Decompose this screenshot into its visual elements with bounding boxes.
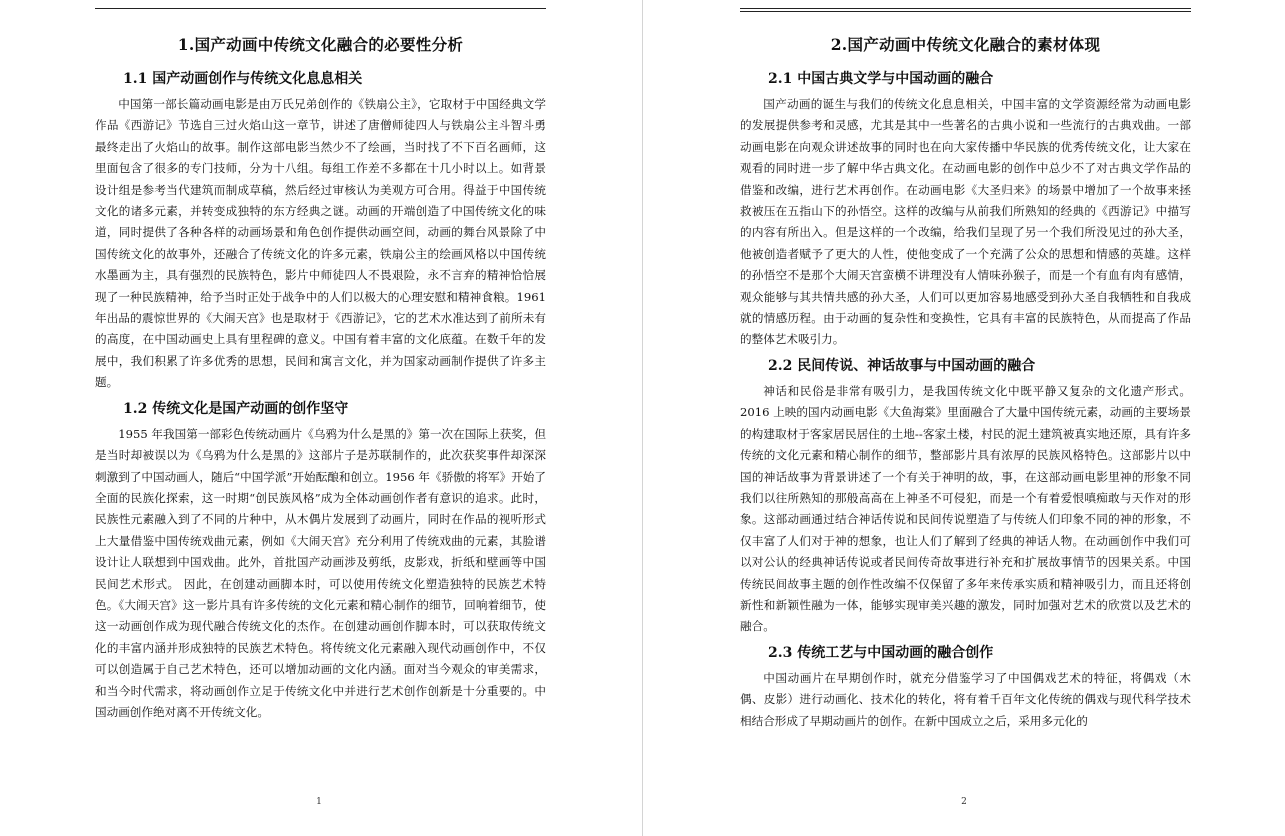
header-rule — [95, 8, 546, 9]
page-content — [95, 30, 546, 727]
section-heading: 1.2 传统文化是国产动画的创作坚守 — [123, 400, 349, 417]
page-number: 2 — [961, 797, 967, 807]
section-heading: 2.2 民间传说、神话故事与中国动画的融合 — [768, 357, 1036, 374]
header-rule — [740, 8, 1191, 9]
body-paragraph: 中国动画片在早期创作时，就充分借鉴学习了中国偶戏艺术的特征，将偶戏（木偶、皮影）进行动画化、技术化的转化，将有着千百年文化传统的偶戏与现代科学技术相结合形成了早期动画片的创作。在新中国成立之后，采用多元化的 — [740, 670, 1191, 728]
body-paragraph: 神话和民俗是非常有吸引力，是我国传统文化中既平静又复杂的文化遗产形式。2016 上映的国内动画电影《大鱼海棠》里面融合了大量中国传统元素，动画的主要场景的构建取材于客家居民居住的土地--客家土楼，村民的泥土建筑被真实地还原，具有许多传统的文化元素和精心制作的细节，整部影片具有浓厚的民族风格特色。这部影片以中国的神话故事为背景讲述了一个有关于神明的故，事，在这部动画电影里神的形象不同我们以往所熟知的那般高高在上神圣不可侵犯，而是一个有着爱恨嗔痴敢与天作对的形象。这部动画通过结合神话传说和民间传说塑造了与传统人们印象不同的神的形象，不仅丰富了人们对于神的想象，也让人们了解到了经典的神话人物。在动画创作中我们可以对公认的经典神话传说或者民间传奇故事进行补充和扩展故事情节的因果关系。中国传统民间故事主题的创作性改编不仅保留了多年来传承实质和精神吸引力，而且还将创新性和新颖性融为一体，能够实现审美兴趣的激发，同时加强对艺术的欣赏以及艺术的融合。 — [740, 383, 1191, 634]
section-heading: 2.3 传统工艺与中国动画的融合创作 — [768, 644, 994, 661]
document-page-1 — [0, 0, 642, 836]
section-heading: 2.1 中国古典文学与中国动画的融合 — [768, 71, 994, 87]
body-paragraph: 国产动画的诞生与我们的传统文化息息相关，中国丰富的文学资源经常为动画电影的发展提供参考和灵感，尤其是其中一些著名的古典小说和一些流行的古典戏曲。一部动画电影在向观众讲述故事的同时也在向大家传播中华民族的优秀传统文化，让大家在观看的同时进一步了解中华古典文化。在动画电影的创作中总少不了对古典文学作品的借鉴和改编，进行艺术再创作。在动画电影《大圣归来》的场景中增加了一个故事来拯救被压在五指山下的孙悟空。这样的改编与从前我们所熟知的经典的《西游记》中描写的内容有所出入。但是这样的一个改编，给我们呈现了另一个我们所没见过的孙大圣，他被创造者赋予了更大的人性，使他变成了一个充满了公众的思想和情感的英雄。这样的孙悟空不是那个大闹天宫蛮横不讲理没有人情味孙猴子，而是一个有血有肉有感情，观众能够与其共情共感的孙大圣，人们可以更加容易地感受到孙大圣自我牺牲和自我成就的情感历程。由于动画的复杂性和变换性，它具有丰富的民族特色，从而提高了作品的整体艺术吸引力。 — [740, 97, 1191, 347]
chapter-title: 2.国产动画中传统文化融合的素材体现 — [830, 35, 1101, 54]
page-content — [740, 30, 1191, 736]
body-paragraph: 中国第一部长篇动画电影是由万氏兄弟创作的《铁扇公主》，它取材于中国经典文学作品《西游记》节选自三过火焰山这一章节，讲述了唐僧师徒四人与铁扇公主斗智斗勇最终走出了火焰山的故事。制作这部电影当然少不了绘画，当时找了不下百名画师，这里面包含了很多的专门技师，分为十八组。每组工作差不多都在十几小时以上。如背景设计组是参考当代建筑而制成草稿，然后经过审核认为美观方可合用。得益于中国传统文化的诸多元素，并转变成独特的东方经典之谜。动画的开端创造了中国传统文化的味道，同时提供了各种各样的动画场景和角色创作提供动画空间，动画的舞台风景除了中国传统文化的故事外，还融合了传统文化的许多元素，铁扇公主的绘画风格以中国传统水墨画为主，具有强烈的民族特色，影片中师徒四人不畏艰险，永不言弃的精神恰恰展现了一种民族精神，给予当时正处于战争中的人们以极大的心理安慰和精神食粮。1961 年出品的震惊世界的《大闹天宫》也是取材于《西游记》，它的艺术水准达到了前所未有的高度，在中国动画史上具有里程碑的意义。中国有着丰富的文化底蕴。在数千年的发展中，我们积累了许多优秀的思想，民间和寓言文化，并为国家动画制作提供了许多主题。 — [95, 97, 546, 390]
body-paragraph: 1955 年我国第一部彩色传统动画片《乌鸦为什么是黑的》第一次在国际上获奖，但是当时却被误以为《乌鸦为什么是黑的》这部片子是苏联制作的，此次获奖事件却深深刺激到了中国动画人，随后“中国学派”开始酝酿和创立。1956 年《骄傲的将军》开始了全面的民族化探索，这一时期“创民族风格”成为全体动画创作者有意识的追求。此时，民族性元素融入到了不同的片种中，从木偶片发展到了动画片，同时在作品的视听形式上大量借鉴中国传统戏曲元素，例如《大闹天宫》充分利用了传统戏曲的元素，其脸谱设计让人联想到中国戏曲。此外，首批国产动画涉及剪纸，皮影戏，折纸和壁画等中国民间艺术形式。 因此，在创建动画脚本时，可以使用传统文化塑造独特的民族艺术特色。《大闹天宫》这一影片具有许多传统的文化元素和精心制作的细节，回响着细节，使这一动画创作成为现代融合传统文化的杰作。在创建动画创作脚本时，可以获取传统文化的丰富内涵并形成独特的民族艺术特色。将传统文化元素融入现代动画创作中，不仅可以创造属于自己艺术特色，还可以增加动画的文化内涵。面对当今观众的审美需求，和当今时代需求，将动画创作立足于传统文化中并进行艺术创作创新是十分重要的。中国动画创作绝对离不开传统文化。 — [95, 426, 546, 719]
section-heading: 1.1 国产动画创作与传统文化息息相关 — [123, 71, 363, 87]
page-number: 1 — [316, 797, 322, 807]
chapter-title: 1.国产动画中传统文化融合的必要性分析 — [177, 35, 464, 54]
document-page-2 — [643, 0, 1285, 836]
